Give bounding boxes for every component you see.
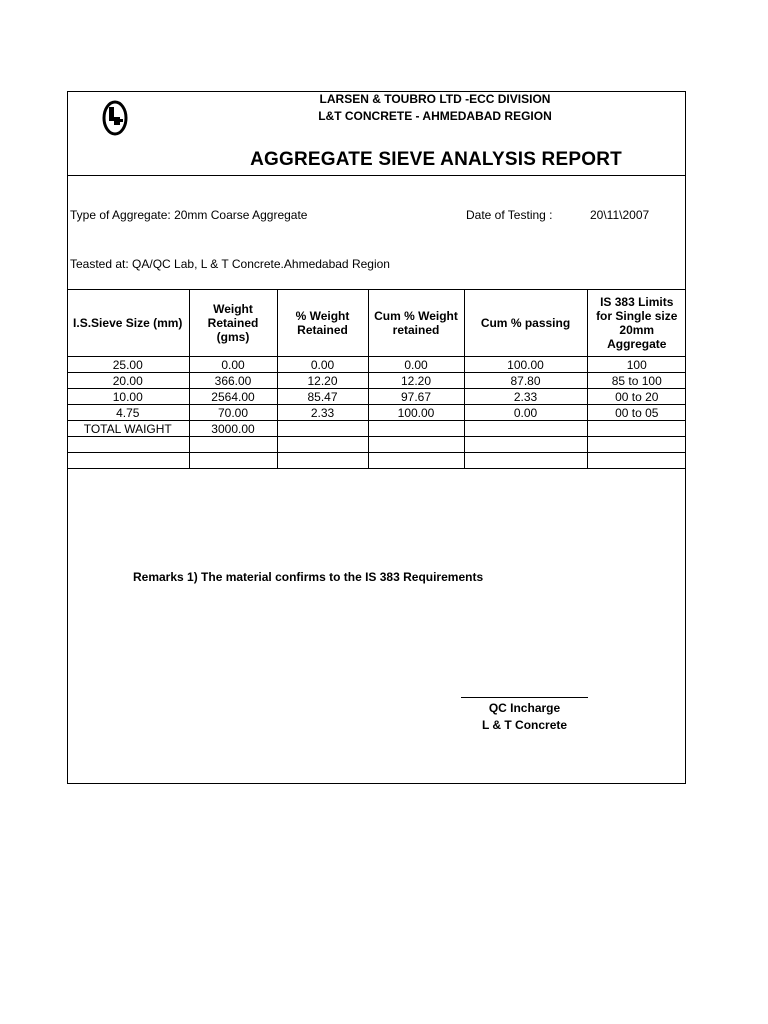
table-cell: [67, 453, 189, 469]
table-cell: 100: [587, 357, 686, 373]
company-name: LARSEN & TOUBRO LTD -ECC DIVISION: [319, 92, 551, 106]
sieve-table: [67, 289, 686, 469]
column-header: I.S.Sieve Size (mm): [67, 290, 189, 357]
table-cell: 2.33: [277, 405, 368, 421]
table-cell: [464, 453, 587, 469]
signature-org: L & T Concrete: [481, 718, 568, 732]
table-cell: 3000.00: [189, 421, 277, 437]
table-cell: [189, 437, 277, 453]
column-header: Weight Retained (gms): [189, 290, 277, 357]
table-cell: 0.00: [189, 357, 277, 373]
table-cell: [67, 437, 189, 453]
table-cell: 00 to 05: [587, 405, 686, 421]
column-header: Cum % passing: [464, 290, 587, 357]
table-cell: 4.75: [67, 405, 189, 421]
table-cell: [277, 453, 368, 469]
table-cell: [368, 421, 464, 437]
table-cell: [587, 453, 686, 469]
table-cell: 12.20: [277, 373, 368, 389]
report-title: AGGREGATE SIEVE ANALYSIS REPORT: [250, 149, 622, 170]
table-cell: [587, 437, 686, 453]
company-region: L&T CONCRETE - AHMEDABAD REGION: [318, 109, 552, 123]
table-cell: 20.00: [67, 373, 189, 389]
table-cell: [189, 453, 277, 469]
table-row: [67, 389, 686, 405]
aggregate-type: Type of Aggregate: 20mm Coarse Aggregate: [70, 208, 308, 222]
table-cell: [368, 453, 464, 469]
table-cell: 0.00: [464, 405, 587, 421]
table-cell: [587, 421, 686, 437]
table-row: [67, 405, 686, 421]
table-cell: 70.00: [189, 405, 277, 421]
table-cell: 100.00: [464, 357, 587, 373]
table-cell: 2.33: [464, 389, 587, 405]
table-cell: 00 to 20: [587, 389, 686, 405]
column-header: % Weight Retained: [277, 290, 368, 357]
table-cell: 85.47: [277, 389, 368, 405]
table-cell: [368, 437, 464, 453]
table-cell: 366.00: [189, 373, 277, 389]
table-cell: 0.00: [368, 357, 464, 373]
table-cell: 0.00: [277, 357, 368, 373]
column-header: IS 383 Limits for Single size 20mm Aggregate: [587, 290, 686, 357]
table-row-empty: [67, 453, 686, 469]
date-value: 20\11\2007: [590, 208, 650, 222]
table-cell: [464, 437, 587, 453]
table-cell: [277, 421, 368, 437]
table-cell: 2564.00: [189, 389, 277, 405]
table-cell: 100.00: [368, 405, 464, 421]
signature-title: QC Incharge: [488, 701, 561, 715]
remarks: Remarks 1) The material confirms to the IS 383 Requirements: [133, 570, 484, 584]
table-cell: 97.67: [368, 389, 464, 405]
table-cell: 10.00: [67, 389, 189, 405]
table-header-row: [67, 290, 686, 357]
table-cell: 87.80: [464, 373, 587, 389]
tested-at: Teasted at: QA/QC Lab, L & T Concrete.Ahmedabad Region: [70, 257, 390, 271]
column-header: Cum % Weight retained: [368, 290, 464, 357]
table-cell: 12.20: [368, 373, 464, 389]
table-row: [67, 373, 686, 389]
table-cell: [277, 437, 368, 453]
table-cell: [464, 421, 587, 437]
table-row: [67, 357, 686, 373]
header-divider: [67, 175, 686, 176]
table-cell: 85 to 100: [587, 373, 686, 389]
table-row-empty: [67, 437, 686, 453]
date-label: Date of Testing :: [466, 208, 553, 222]
table-cell: 25.00: [67, 357, 189, 373]
table-cell: TOTAL WAIGHT: [67, 421, 189, 437]
table-row-total: [67, 421, 686, 437]
signature-line: [461, 697, 588, 698]
